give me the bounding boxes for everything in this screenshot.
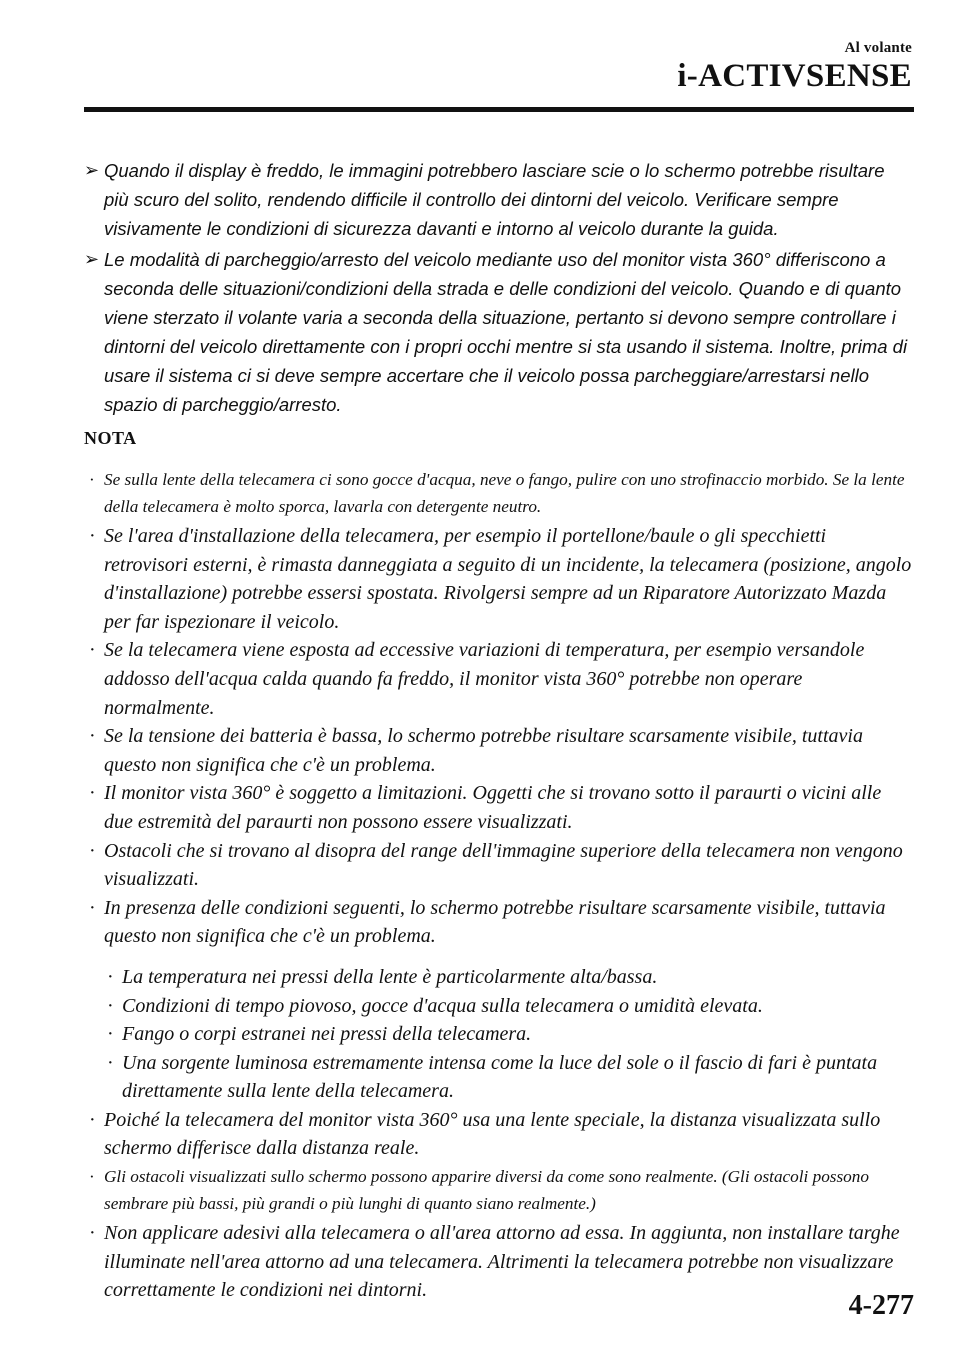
warning-list — [84, 156, 914, 421]
bullet-icon: · — [107, 1051, 114, 1074]
warning-text: Quando il display è freddo, le immagini potrebbero lasciare scie o lo schermo potrebbe risultare più scuro del solito, rendendo difficile il controllo dei dintorni del veicolo. Verificare sempre visivamente le condizioni di sicurezza davanti e intorno al veicolo durante la guida. — [104, 160, 885, 239]
note-text: Poiché la telecamera del monitor vista 360° usa una lente speciale, la distanza visualizzata sullo schermo differisce dalla distanza reale. — [104, 1108, 881, 1160]
note-text: Ostacoli che si trovano al disopra del range dell'immagine superiore della telecamera non vengono visualizzati. — [104, 839, 903, 891]
subnote-text: Fango o corpi estranei nei pressi della telecamera. — [122, 1023, 532, 1046]
subnote-item — [102, 1049, 914, 1106]
warning-item — [84, 156, 914, 243]
bullet-icon: · — [89, 1108, 96, 1131]
subnote-text: La temperatura nei pressi della lente è particolarmente alta/bassa. — [122, 965, 658, 988]
bullet-icon: · — [89, 839, 96, 862]
note-text: Se sulla lente della telecamera ci sono gocce d'acqua, neve o fango, pulire con uno strofinaccio morbido. Se la lente della telecamera è molto sporca, lavarla con detergente neutro. — [104, 470, 905, 516]
bullet-icon: · — [89, 1167, 95, 1187]
bullet-icon: · — [89, 782, 96, 805]
section-label: Al volante — [844, 40, 912, 56]
page-header — [677, 40, 912, 94]
note-list — [84, 466, 914, 1305]
note-text: In presenza delle condizioni seguenti, lo schermo potrebbe risultare scarsamente visibile, tuttavia questo non significa che c'è un problema. — [104, 896, 886, 948]
note-text: Se la telecamera viene esposta ad eccessive variazioni di temperatura, per esempio versandole addosso dell'acqua calda quando fa freddo, il monitor vista 360° potrebbe non operare normalmente. — [104, 639, 865, 719]
note-item — [84, 894, 914, 951]
note-text: Se la tensione dei batteria è bassa, lo schermo potrebbe risultare scarsamente visibile, tuttavia questo non significa che c'è un problema. — [104, 725, 863, 776]
warning-text: Le modalità di parcheggio/arresto del veicolo mediante uso del monitor vista 360° differiscono a seconda delle situazioni/condizioni della strada e delle condizioni del veicolo. Quando e di quanto viene sterzato il volante varia a seconda della situazione, pertanto si devono sempre controllare i dintorni del veicolo direttamente con i propri occhi mentre si sta usando il sistema. Inoltre, prima di usare il sistema ci si deve sempre accertare che il veicolo possa parcheggiare/arrestarsi nello spazio di parcheggio/arresto. — [104, 249, 908, 415]
bullet-icon: · — [107, 994, 114, 1017]
warning-item — [84, 245, 914, 419]
bullet-icon: · — [89, 470, 95, 489]
note-item — [84, 1219, 914, 1305]
note-item — [84, 522, 914, 636]
note-item — [84, 722, 914, 779]
chapter-title: i-ACTIVSENSE — [677, 58, 912, 94]
arrow-icon: ➢ — [84, 160, 100, 180]
note-text: Non applicare adesivi alla telecamera o all'area attorno ad essa. In aggiunta, non installare targhe illuminate nell'area attorno ad una telecamera. Altrimenti la telecamera potrebbe non visualizzare correttamente le condizioni nei dintorni. — [104, 1222, 900, 1302]
note-item — [84, 779, 914, 836]
header-rule — [84, 107, 914, 112]
note-item — [84, 636, 914, 722]
bullet-icon: · — [89, 725, 96, 748]
bullet-icon: · — [89, 896, 96, 919]
note-item — [84, 837, 914, 894]
subnote-item — [102, 963, 914, 992]
subnote-item — [102, 1020, 914, 1049]
nota-heading: NOTA — [84, 428, 137, 448]
arrow-icon: ➢ — [84, 249, 100, 269]
note-item — [84, 1163, 914, 1217]
page-number: 4-277 — [848, 1290, 914, 1321]
subnote-text: Una sorgente luminosa estremamente intensa come la luce del sole o il fascio di fari è puntata direttamente sulla lente della telecamera. — [122, 1051, 878, 1103]
bullet-icon: · — [89, 525, 96, 547]
spacer — [84, 951, 914, 963]
note-text: Il monitor vista 360° è soggetto a limitazioni. Oggetti che si trovano sotto il paraurti o vicini alle due estremità del paraurti non possono essere visualizzati. — [104, 782, 882, 833]
note-item — [84, 466, 914, 520]
note-item — [84, 1106, 914, 1163]
bullet-icon: · — [89, 1222, 96, 1245]
subnote-item — [102, 992, 914, 1021]
bullet-icon: · — [107, 965, 114, 988]
note-text: Gli ostacoli visualizzati sullo schermo possono apparire diversi da come sono realmente. (Gli ostacoli possono sembrare più bassi, più grandi o più lunghi di quanto siano realmente.) — [104, 1167, 869, 1214]
note-text: Se l'area d'installazione della telecamera, per esempio il portellone/baule o gli specchietti retrovisori esterni, è rimasta danneggiata a seguito di un incidente, la telecamera (posizione, angolo d'installazione) potrebbe essersi spostata. Rivolgersi sempre ad un Riparatore Autorizzato Mazda per far ispezionare il veicolo. — [104, 525, 912, 633]
subnote-text: Condizioni di tempo piovoso, gocce d'acqua sulla telecamera o umidità elevata. — [122, 994, 763, 1017]
bullet-icon: · — [89, 639, 96, 662]
bullet-icon: · — [107, 1023, 114, 1046]
